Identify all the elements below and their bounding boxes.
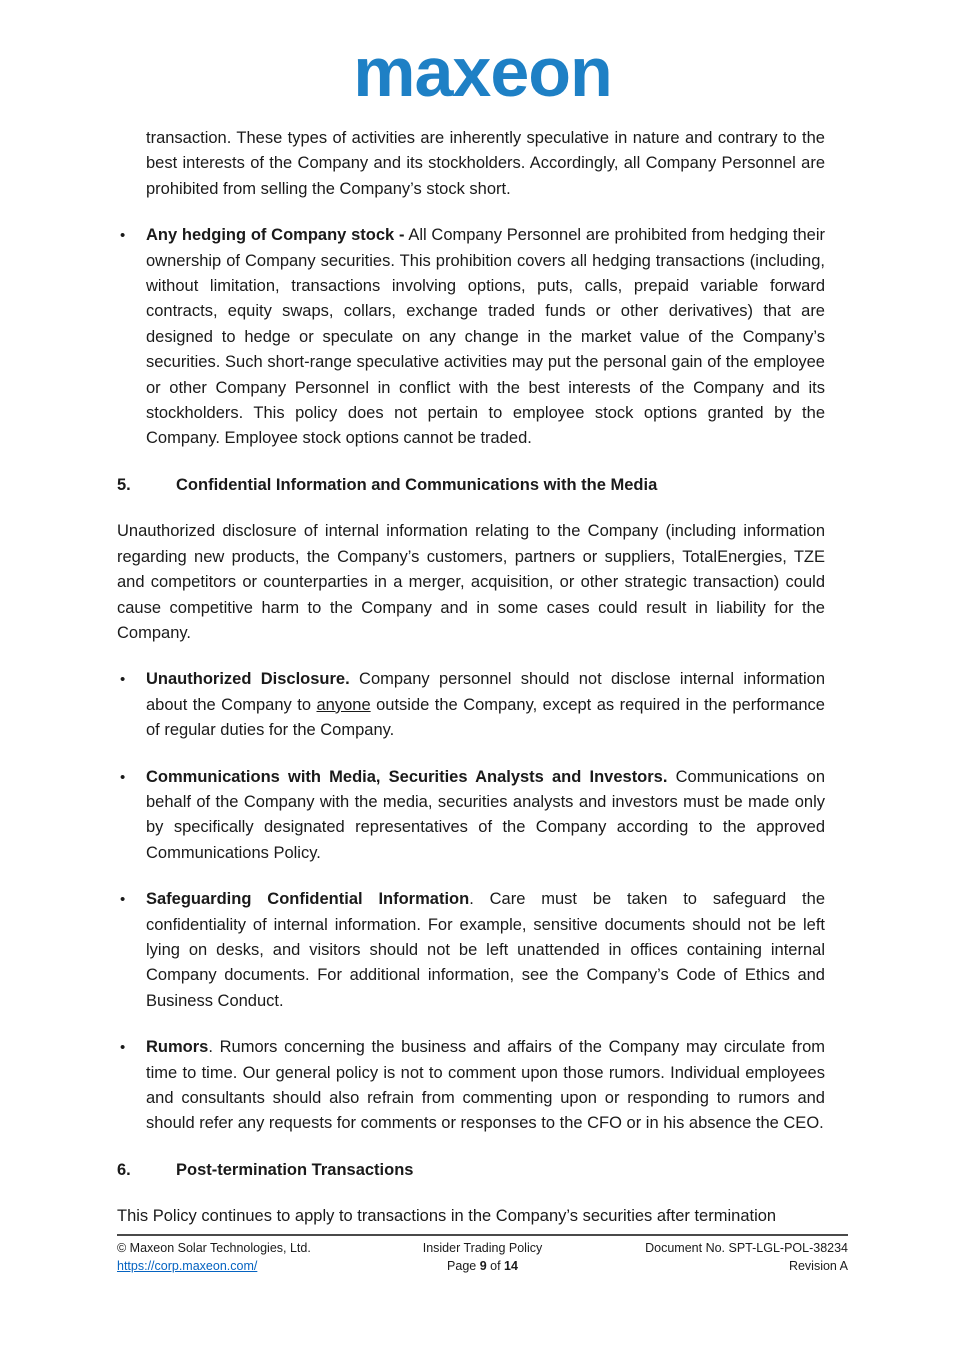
underlined-word-anyone: anyone — [316, 695, 371, 714]
document-body — [117, 126, 825, 1230]
section-5-number: 5. — [117, 475, 131, 494]
footer-divider — [117, 1234, 848, 1236]
section-6-title: Post-termination Transactions — [176, 1160, 414, 1179]
bullet-hedging-lead: Any hedging of Company stock - — [146, 226, 405, 245]
bullet-communications-media — [117, 765, 825, 867]
paragraph-section-5: Unauthorized disclosure of internal information relating to the Company (including information regarding new products, the Company’s customers, partners or suppliers, TotalEnergies, TZE and competitors or counterparties in a merger, acquisition, or other strategic transaction) could cause competitive harm to the Company and in some cases could result in liability for the Company. — [117, 522, 825, 642]
footer-left — [117, 1239, 361, 1275]
footer-center — [361, 1239, 605, 1275]
bullet-communications-media-lead: Communications with Media, Securities Analysts and Investors. — [146, 767, 668, 786]
bullet-rumors-text — [146, 1035, 825, 1137]
bullet-marker: • — [120, 227, 126, 245]
bullet-unauthorized-disclosure-text — [146, 667, 825, 743]
footer-page-indicator — [361, 1257, 605, 1275]
footer-page-prefix: Page — [447, 1259, 480, 1273]
bullet-hedging-body: All Company Personnel are prohibited from hedging their ownership of Company securities. This prohibition covers all hedging transactions (including, without limitation, transactions involving options, puts, calls, prepaid variable forward contracts, equity swaps, collars, exchange traded funds or other derivatives) that are designed to hedge or speculate on any change in the market value of the Company’s securities. Such short-range speculative activities may put the personal gain of the employee or other Company Personnel in conflict with the best interests of the Company and its stockholders. This policy does not pertain to employee stock options granted by the Company. Employee stock options cannot be traded. — [146, 226, 825, 448]
header — [0, 0, 965, 112]
section-6-number: 6. — [117, 1160, 131, 1179]
bullet-safeguarding-confidential-text — [146, 887, 825, 1014]
footer-page-middle: of — [486, 1259, 505, 1273]
page-footer — [117, 1234, 848, 1275]
bullet-unauthorized-disclosure-body-post: outside the Company, except as required in the performance of regular duties for the Company. — [146, 695, 825, 740]
maxeon-logo: maxeon — [353, 33, 612, 111]
bullet-safeguarding-confidential-lead: Safeguarding Confidential Information — [146, 890, 470, 909]
bullet-rumors — [117, 1035, 825, 1137]
footer-page-total: 14 — [504, 1259, 518, 1273]
footer-doc-number: Document No. SPT-LGL-POL-38234 — [645, 1241, 848, 1255]
footer-right — [604, 1239, 848, 1275]
paragraph-section-6: This Policy continues to apply to transactions in the Company’s securities after termination — [117, 1207, 777, 1226]
bullet-marker: • — [120, 1039, 126, 1057]
bullet-unauthorized-disclosure-body-pre: Company personnel should not disclose internal information about the Company to — [146, 670, 825, 714]
bullet-unauthorized-disclosure-lead: Unauthorized Disclosure. — [146, 670, 350, 689]
footer-grid — [117, 1239, 848, 1275]
bullet-marker: • — [120, 671, 126, 689]
section-5-title: Confidential Information and Communications with the Media — [176, 475, 658, 494]
bullet-safeguarding-confidential-body: . Care must be taken to safeguard the confidentiality of internal information. For example, sensitive documents should not be left lying on desks, and visitors should not be left unattended in offices containing internal Company documents. For additional information, see the Company’s Code of Ethics and Business Conduct. — [146, 890, 825, 1010]
paragraph-short-selling-continuation: transaction. These types of activities are inherently speculative in nature and contrary to the best interests of the Company and its stockholders. Accordingly, all Company Personnel are prohibited from selling the Company’s stock short. — [146, 129, 825, 198]
bullet-rumors-body: . Rumors concerning the business and affairs of the Company may circulate from time to time. Our general policy is not to comment upon those rumors. Individual employees and consultants should also refrain from commenting upon or responding to rumors and should refer any requests for comments or responses to the CFO or in his absence the CEO. — [146, 1038, 825, 1133]
footer-revision: Revision A — [788, 1259, 848, 1273]
footer-company-link[interactable]: https://corp.maxeon.com/ — [117, 1259, 258, 1273]
footer-copyright: © Maxeon Solar Technologies, Ltd. — [117, 1241, 311, 1255]
section-heading-6 — [117, 1158, 825, 1183]
bullet-hedging-text — [146, 223, 825, 452]
bullet-rumors-lead: Rumors — [146, 1038, 209, 1057]
section-heading-5 — [117, 473, 825, 498]
bullet-communications-media-body: Communications on behalf of the Company with the media, securities analysts and investors must be made only by specifically designated representatives of the Company according to the approved Communications Policy. — [146, 767, 825, 862]
bullet-marker: • — [120, 891, 126, 909]
footer-page-number: 9 — [479, 1259, 487, 1273]
bullet-unauthorized-disclosure — [117, 667, 825, 743]
footer-doc-title: Insider Trading Policy — [422, 1241, 543, 1255]
bullet-safeguarding-confidential — [117, 887, 825, 1014]
bullet-communications-media-text — [146, 765, 825, 867]
bullet-marker: • — [120, 768, 126, 786]
bullet-hedging — [117, 223, 825, 452]
